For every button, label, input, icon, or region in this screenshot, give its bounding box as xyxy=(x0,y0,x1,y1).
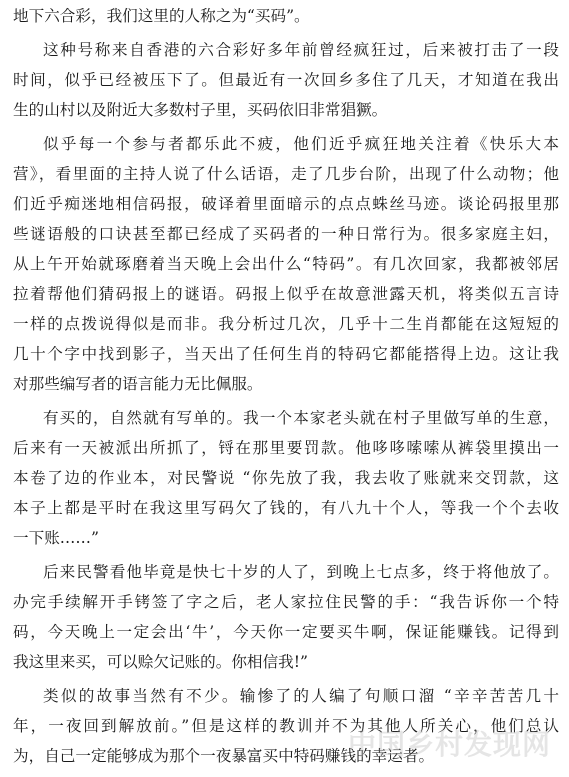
text-line: 有买的，自然就有写单的。我一个本家老头就在村子里做写单的生意， xyxy=(43,409,559,427)
text-line: 一样的点拨说得似是而非。我分析过几次，几乎十二生肖都能在这短短的 xyxy=(13,315,559,333)
text-line: 拉着帮他们猜码报上的谜语。码报上似乎在故意泄露天机，将类似五言诗 xyxy=(13,285,559,303)
text-line: 对那些编写者的语言能力无比佩服。 xyxy=(13,375,263,393)
text-line: 年，一夜回到解放前。”但是这样的教训并不为其他人所关心，他们总认 xyxy=(13,717,559,735)
text-line: 些谜语般的口诀甚至都已经成了买码者的一种日常行为。很多家庭主妇， xyxy=(13,225,559,243)
text-line: 后来有一天被派出所抓了，锊在那里要罚款。他哆哆嗦嗦从裤袋里摸出一 xyxy=(13,439,559,457)
text-line: 类似的故事当然有不少。输惨了的人编了句顺口溜 “辛辛苦苦几十 xyxy=(43,687,559,705)
text-line: 办完手续解开手铐签了字之后，老人家拉住民警的手：“我告诉你一个特 xyxy=(13,593,559,611)
text-line: 本子上都是平时在我这里写码欠了钱的，有八九十个人，等我一个个去收 xyxy=(13,499,559,517)
site-watermark: 中国乡村发现网 xyxy=(347,728,551,761)
text-line: 几十个字中找到影子，当天出了任何生肖的特码它都能搭得上边。这让我 xyxy=(13,345,559,363)
text-line: 一下账……” xyxy=(13,529,99,547)
text-line: 们近乎痴迷地相信码报，破译着里面暗示的点点蛛丝马迹。谈论码报里那 xyxy=(13,195,559,213)
text-line: 生的山村以及附近大多数村子里，买码依旧非常猖獗。 xyxy=(13,101,388,119)
text-line: 从上午开始就琢磨着当天晚上会出什么“特码”。有几次回家，我都被邻居 xyxy=(13,255,559,273)
text-line: 这种号称来自香港的六合彩好多年前曾经疯狂过，后来被打击了一段 xyxy=(43,41,559,59)
text-line: 我这里来买，可以赊欠记账的。你相信我!” xyxy=(13,653,308,671)
text-line: 地下六合彩，我们这里的人称之为“买码”。 xyxy=(13,7,310,25)
text-line: 本卷了边的作业本，对民警说 “你先放了我，我去收了账就来交罚款，这 xyxy=(13,469,559,487)
text-line: 时间，似乎已经被压下了。但最近有一次回乡多住了几天，才知道在我出 xyxy=(13,71,559,89)
text-line: 后来民警看他毕竟是快七十岁的人了，到晚上七点多，终于将他放了。 xyxy=(43,563,559,581)
text-line: 码，今天晚上一定会出‘牛’，今天你一定要买牛啊，保证能赚钱。记得到 xyxy=(13,623,559,641)
text-line: 似乎每一个参与者都乐此不疲，他们近乎疯狂地关注着《快乐大本 xyxy=(43,135,559,153)
text-line: 为，自己一定能够成为那个一夜暴富买中特码赚钱的幸运者。 xyxy=(13,747,435,765)
text-line: 营》，看里面的主持人说了什么话语，走了几步台阶，出现了什么动物；他 xyxy=(13,165,559,183)
